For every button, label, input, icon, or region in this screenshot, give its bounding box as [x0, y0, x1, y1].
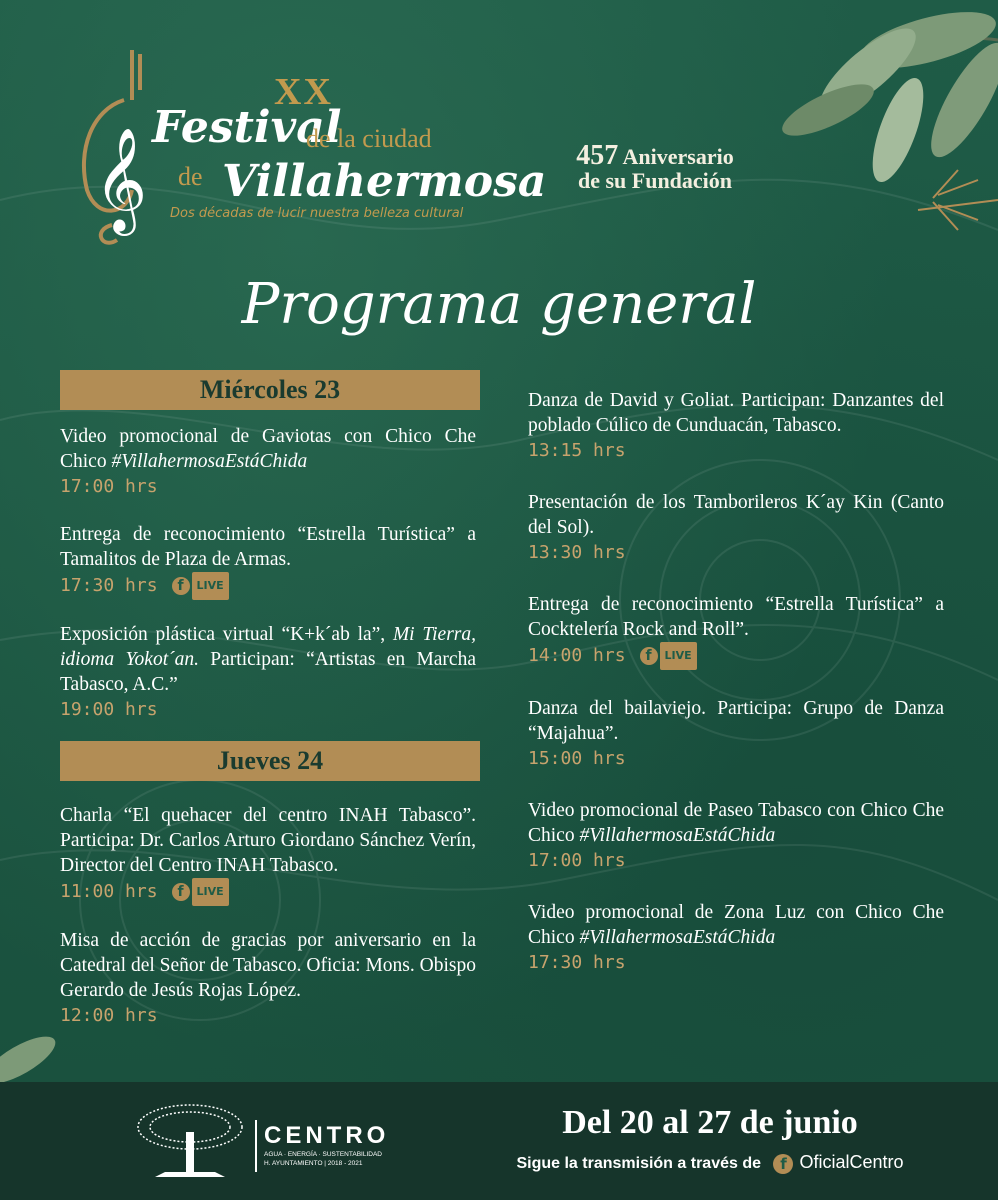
event-time-row	[528, 642, 944, 670]
event-description	[528, 696, 944, 746]
live-label: LIVE	[192, 878, 229, 906]
anniversary-block	[540, 140, 770, 194]
event-time-row	[60, 697, 476, 723]
event-description	[528, 900, 944, 950]
event-text-italic: #VillahermosaEstáChida	[579, 825, 776, 846]
facebook-live-badge[interactable]	[172, 572, 229, 600]
event-description	[60, 424, 476, 474]
event-text-italic: Mi Tierra, idioma Yokot´an.	[60, 624, 476, 670]
event-item	[60, 424, 476, 500]
facebook-icon: f	[773, 1154, 793, 1174]
event-description	[60, 622, 476, 697]
logo-tagline: Dos décadas de lucir nuestra belleza cultural	[170, 206, 464, 221]
centro-subtitle: AGUA · ENERGÍA · SUSTENTABILIDAD H. AYUNTAMIENTO | 2018 - 2021	[264, 1151, 382, 1167]
event-description	[60, 928, 476, 1003]
live-label: LIVE	[660, 642, 697, 670]
event-text: Entrega de reconocimiento “Estrella Turística” a Tamalitos de Plaza de Armas.	[60, 524, 476, 570]
event-item	[528, 900, 944, 976]
event-time: 15:00 hrs	[528, 748, 626, 769]
event-description	[528, 798, 944, 848]
event-time: 17:00 hrs	[60, 476, 158, 497]
event-text: Video promocional de Paseo Tabasco con Chico Che Chico	[528, 800, 944, 846]
anniversary-line-2: de su Fundación	[577, 168, 733, 193]
wednesday-events	[60, 424, 476, 745]
event-time: 17:30 hrs	[528, 952, 626, 973]
divider	[255, 1120, 257, 1172]
event-item	[60, 803, 476, 906]
event-item	[528, 696, 944, 772]
facebook-icon: f	[172, 883, 190, 901]
event-description	[528, 592, 944, 642]
event-time-row	[528, 848, 944, 874]
facebook-live-badge[interactable]	[172, 878, 229, 906]
event-text: Charla “El quehacer del centro INAH Tabasco”. Participa: Dr. Carlos Arturo Giordano Sánchez Verín, Director del Centro INAH Tabasco.	[60, 805, 476, 876]
event-text-italic: #VillahermosaEstáChida	[579, 927, 776, 948]
event-time-row	[528, 950, 944, 976]
event-text: Video promocional de Zona Luz con Chico Che Chico	[528, 902, 944, 948]
follow-line	[470, 1152, 950, 1174]
follow-text: Sigue la transmisión a través de	[516, 1155, 762, 1172]
event-time-row	[60, 572, 476, 600]
tree-icon	[135, 1102, 245, 1182]
event-text: Misa de acción de gracias por aniversario en la Catedral del Señor de Tabasco. Oficia: Mons. Obispo Gerardo de Jesús Rojas López.	[60, 930, 476, 1001]
event-text: Danza de David y Goliat. Participan: Danzantes del poblado Cúlico de Cunduacán, Tabasco.	[528, 390, 944, 436]
event-item	[528, 490, 944, 566]
edition-number: XX	[274, 71, 333, 113]
music-clef-icon	[72, 40, 162, 255]
event-text: Video promocional de Gaviotas con Chico Che Chico	[60, 426, 476, 472]
event-description	[528, 490, 944, 540]
event-text: Exposición plástica virtual “K+k´ab la”,	[60, 624, 393, 645]
anniversary-word: Aniversario	[618, 144, 734, 169]
festival-logo	[72, 40, 547, 260]
event-item	[60, 622, 476, 723]
footer	[0, 1082, 998, 1200]
event-time: 17:30 hrs	[60, 575, 158, 596]
event-text: Presentación de los Tamborileros K´ay Kin (Canto del Sol).	[528, 492, 944, 538]
thursday-events	[60, 803, 476, 1051]
event-time-row	[528, 746, 944, 772]
day-header-thursday: Jueves 24	[60, 741, 480, 781]
anniversary-number: 457	[576, 140, 619, 171]
event-time-row	[528, 438, 944, 464]
event-text: Danza del bailaviejo. Participa: Grupo de Danza “Majahua”.	[528, 698, 944, 744]
centro-brand: CENTRO	[264, 1122, 390, 1149]
event-time-row	[528, 540, 944, 566]
event-description	[60, 803, 476, 878]
facebook-live-badge[interactable]	[640, 642, 697, 670]
event-time: 11:00 hrs	[60, 881, 158, 902]
city-name: Villahermosa	[222, 156, 547, 207]
event-time: 13:15 hrs	[528, 440, 626, 461]
event-time-row	[60, 474, 476, 500]
event-text-italic: #VillahermosaEstáChida	[111, 451, 308, 472]
event-time-row	[60, 878, 476, 906]
leaves-decoration-top-right	[678, 0, 998, 240]
event-item	[60, 522, 476, 600]
event-time: 17:00 hrs	[528, 850, 626, 871]
event-time: 14:00 hrs	[528, 645, 626, 666]
right-column-events	[528, 388, 944, 1002]
svg-text:𝄞: 𝄞	[94, 127, 148, 232]
event-time: 12:00 hrs	[60, 1005, 158, 1026]
event-time-row	[60, 1003, 476, 1029]
facebook-handle-link[interactable]: OficialCentro	[799, 1152, 904, 1172]
facebook-icon: f	[172, 577, 190, 595]
festival-word: Festival	[152, 102, 342, 153]
event-text: Participan: “Artistas en Marcha Tabasco, A.C.”	[60, 649, 476, 695]
event-time: 13:30 hrs	[528, 542, 626, 563]
event-time: 19:00 hrs	[60, 699, 158, 720]
event-description	[60, 522, 476, 572]
live-label: LIVE	[192, 572, 229, 600]
event-description	[528, 388, 944, 438]
de-text: de	[178, 162, 203, 191]
event-item	[528, 592, 944, 670]
event-item	[528, 798, 944, 874]
de-la-ciudad-text: de la ciudad	[306, 124, 432, 153]
event-text: Entrega de reconocimiento “Estrella Turística” a Cocktelería Rock and Roll”.	[528, 594, 944, 640]
event-item	[60, 928, 476, 1029]
event-item	[528, 388, 944, 464]
day-header-wednesday: Miércoles 23	[60, 370, 480, 410]
page-title: Programa general	[241, 272, 757, 337]
facebook-icon: f	[640, 647, 658, 665]
festival-dates: Del 20 al 27 de junio	[562, 1104, 858, 1141]
